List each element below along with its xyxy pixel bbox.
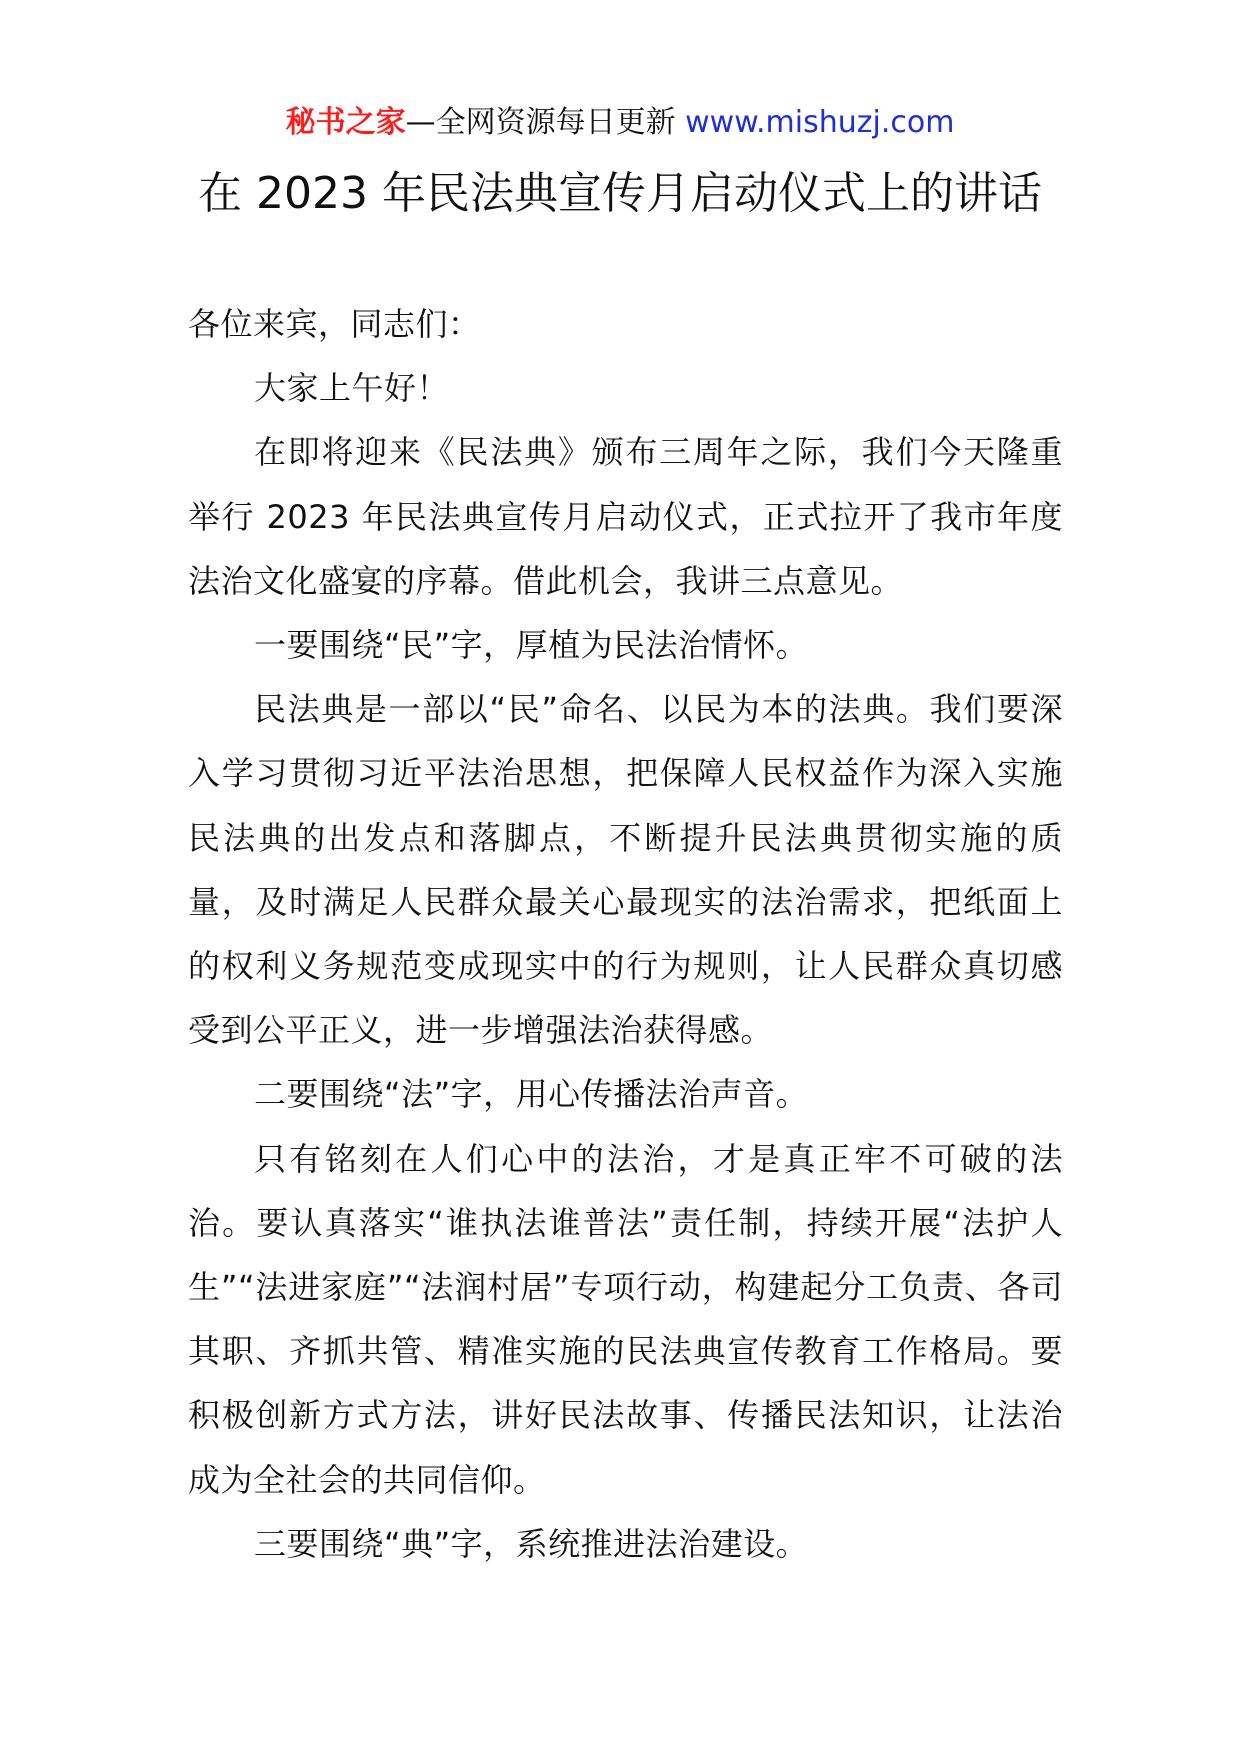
section-2-heading: 二要围绕“法”字，用心传播法治声音。 [254, 1075, 809, 1114]
salutation: 各位来宾，同志们： [188, 305, 481, 343]
banner-tagline: —全网资源每日更新 [405, 105, 686, 140]
section-1-paragraph: 民法典是一部以“民”命名、以民为本的法典。我们要深入学习贯彻习近平法治思想，把保障人民权益作为深入实施民法典的出发点和落脚点，不断提升民法典贯彻实施的质量，及时满足人民群众最关心最现实的法治需求，把纸面上的权利义务规范变成现实中的行为规则，让人民群众真切感受到公平正义，进一步增强法治获得感。 [188, 690, 1063, 1050]
brand-name: 秘书之家 [285, 105, 406, 140]
section-2-paragraph: 只有铭刻在人们心中的法治，才是真正牢不可破的法治。要认真落实“谁执法谁普法”责任制，持续开展“法护人生”“法进家庭”“法润村居”专项行动，构建起分工负责、各司其职、齐抓共管、精准实施的民法典宣传教育工作格局。要积极创新方式方法，讲好民法故事、传播民法知识，让法治成为全社会的共同信仰。 [188, 1139, 1063, 1499]
document-title: 在 2023 年民法典宣传月启动仪式上的讲话 [198, 168, 1042, 219]
greeting: 大家上午好！ [254, 369, 450, 408]
intro-paragraph: 在即将迎来《民法典》颁布三周年之际，我们今天隆重举行 2023 年民法典宣传月启动仪式，正式拉开了我市年度法治文化盛宴的序幕。借此机会，我讲三点意见。 [188, 433, 1063, 600]
document-body [188, 292, 1063, 1576]
section-1-heading: 一要围绕“民”字，厚植为民法治情怀。 [254, 626, 809, 665]
site-banner [0, 102, 1240, 144]
section-3-heading: 三要围绕“典”字，系统推进法治建设。 [254, 1524, 809, 1563]
site-url: www.mishuzj.com [685, 105, 955, 140]
